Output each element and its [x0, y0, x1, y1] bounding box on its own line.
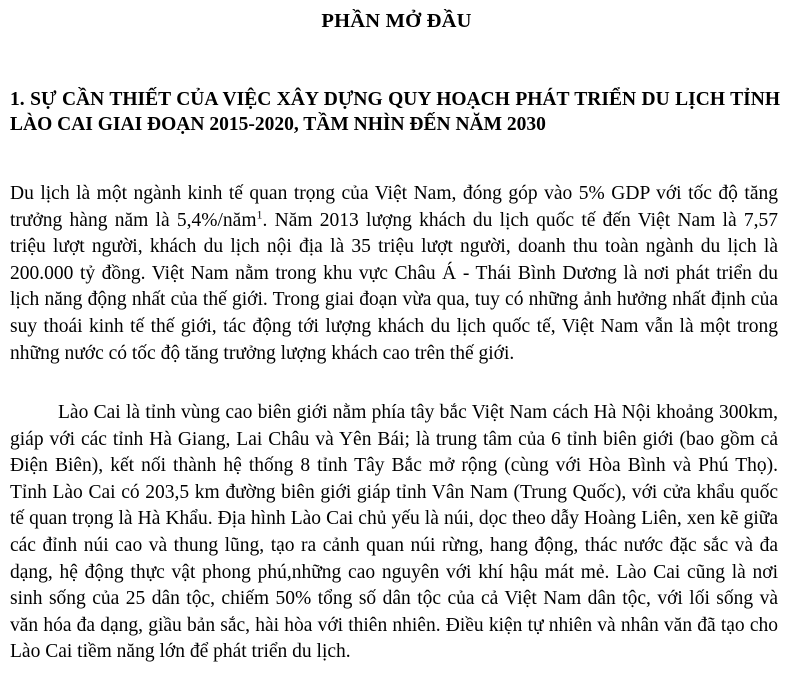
document-title: PHẦN MỞ ĐẦU [321, 10, 472, 32]
paragraph-lao-cai-description: Lào Cai là tỉnh vùng cao biên giới nằm phía tây bắc Việt Nam cách Hà Nội khoảng 300km, giáp với các tỉnh Hà Giang, Lai Châu và Yên Bái; là trung tâm của 6 tỉnh biên giới (bao gồm cả Điện Biên), kết nối thành hệ thống 8 tỉnh Tây Bắc mở rộng (cùng với Hòa Bình và Phú Thọ). Tỉnh Lào Cai có 203,5 km đường biên giới giáp tỉnh Vân Nam (Trung Quốc), với cửa khẩu quốc tế quan trọng là Hà Khẩu. Địa hình Lào Cai chủ yếu là núi, dọc theo dẫy Hoàng Liên, xen kẽ giữa các đỉnh núi cao và thung lũng, tạo ra cảnh quan núi rừng, hang động, thác nước đặc sắc và đa dạng, hệ động thực vật phong phú,những cao nguyên với khí hậu mát mẻ. Lào Cai cũng là nơi sinh sống của 25 dân tộc, chiếm 50% tổng số dân tộc của cả Việt Nam dân tộc, với lối sống và văn hóa đa dạng, giầu bản sắc, hài hòa với thiên nhiên. Điều kiện tự nhiên và nhân văn đã tạo cho Lào Cai tiềm năng lớn để phát triển du lịch. [10, 402, 778, 663]
paragraph-text-after-footnote: . Năm 2013 lượng khách du lịch quốc tế đến Việt Nam là 7,57 triệu lượt người, khách du lịch nội địa là 35 triệu lượt người, doanh thu toàn ngành du lịch là 200.000 tỷ đồng. Việt Nam nằm trong khu vực Châu Á - Thái Bình Dương là nơi phát triển du lịch năng động nhất của thế giới. Trong giai đoạn vừa qua, tuy có những ảnh hưởng nhất định của suy thoái kinh tế thế giới, tác động tới lượng khách du lịch quốc tế, Việt Nam vẫn là một trong những nước có tốc độ tăng trưởng lượng khách cao trên thế giới. [10, 209, 778, 364]
section-heading: 1. SỰ CẦN THIẾT CỦA VIỆC XÂY DỰNG QUY HOẠCH PHÁT TRIỂN DU LỊCH TỈNH LÀO CAI GIAI ĐOẠN 2015-2020, TẦM NHÌN ĐẾN NĂM 2030 [10, 89, 780, 135]
paragraph-text-before-footnote: Du lịch là một ngành kinh tế quan trọng của Việt Nam, đóng góp vào 5% GDP với tốc độ tăng trưởng hàng năm là 5,4%/năm [10, 183, 778, 231]
footnote-marker[interactable]: 1 [256, 207, 263, 222]
paragraph-tourism-overview [10, 181, 778, 367]
